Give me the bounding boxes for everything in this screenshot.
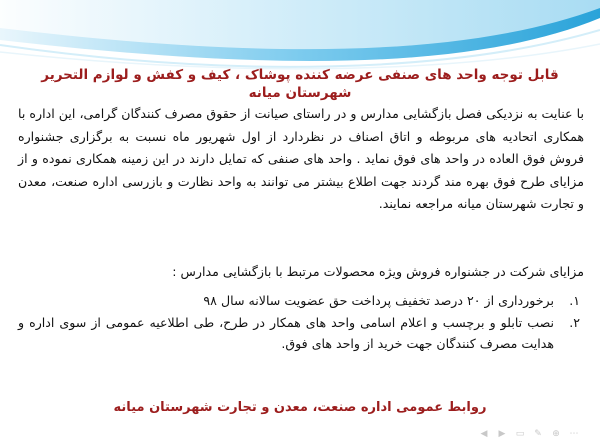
slide-navigation-bar [478, 430, 580, 439]
list-number: ۱. [569, 293, 580, 308]
list-item-text: نصب تابلو و برچسب و اعلام اسامی واحد های همکار در طرح، طی اطلاعیه عمومی از سوی اداره و هدایت مصرف کنندگان جهت خرید از واحد های فوق. [18, 314, 554, 351]
menu-icon[interactable]: ⋯ [569, 429, 579, 439]
list-item [18, 290, 584, 312]
prev-arrow-icon[interactable]: ◀ [480, 429, 488, 439]
footer-signature: روابط عمومی اداره صنعت، معدن و تجارت شهرستان میانه [113, 400, 487, 415]
benefits-list [18, 290, 584, 355]
list-item [18, 312, 584, 355]
announcement-paragraph: با عنایت به نزدیکی فصل بازگشایی مدارس و در راستای صیانت از حقوق مصرف کنندگان گرامی، این اداره با همکاری اتحادیه های مربوطه و اتاق اصناف در نظردارد از اول شهریور ماه نسبت به برگزاری جشنواره فروش فوق العاده در واحد های فوق نماید . واحد های صنفی که تمایل دارند در این زمینه همکاری نموده و از مزایای طرح فوق بهره مند گردند جهت اطلاع بیشتر می توانند به واحد نظارت و بازرسی اداره صنعت، معدن و تجارت شهرستان میانه مراجعه نمایند. [18, 106, 584, 211]
slides-icon[interactable]: ▭ [515, 429, 525, 439]
benefits-intro: مزایای شرکت در جشنواره فروش ویژه محصولات مرتبط با بازگشایی مدارس : [172, 264, 584, 279]
pen-icon[interactable]: ✎ [534, 429, 542, 439]
list-number: ۲. [569, 314, 580, 330]
list-item-text: برخورداری از ۲۰ درصد تخفیف پرداخت حق عضویت سالانه سال ۹۸ [203, 293, 554, 308]
next-arrow-icon[interactable]: ▶ [498, 429, 506, 439]
zoom-icon[interactable]: ⊕ [552, 429, 560, 439]
slide-title: قابل توجه واحد های صنفی عرضه کننده پوشاک ، کیف و کفش و لوازم التحریر شهرستان میانه [41, 67, 559, 101]
